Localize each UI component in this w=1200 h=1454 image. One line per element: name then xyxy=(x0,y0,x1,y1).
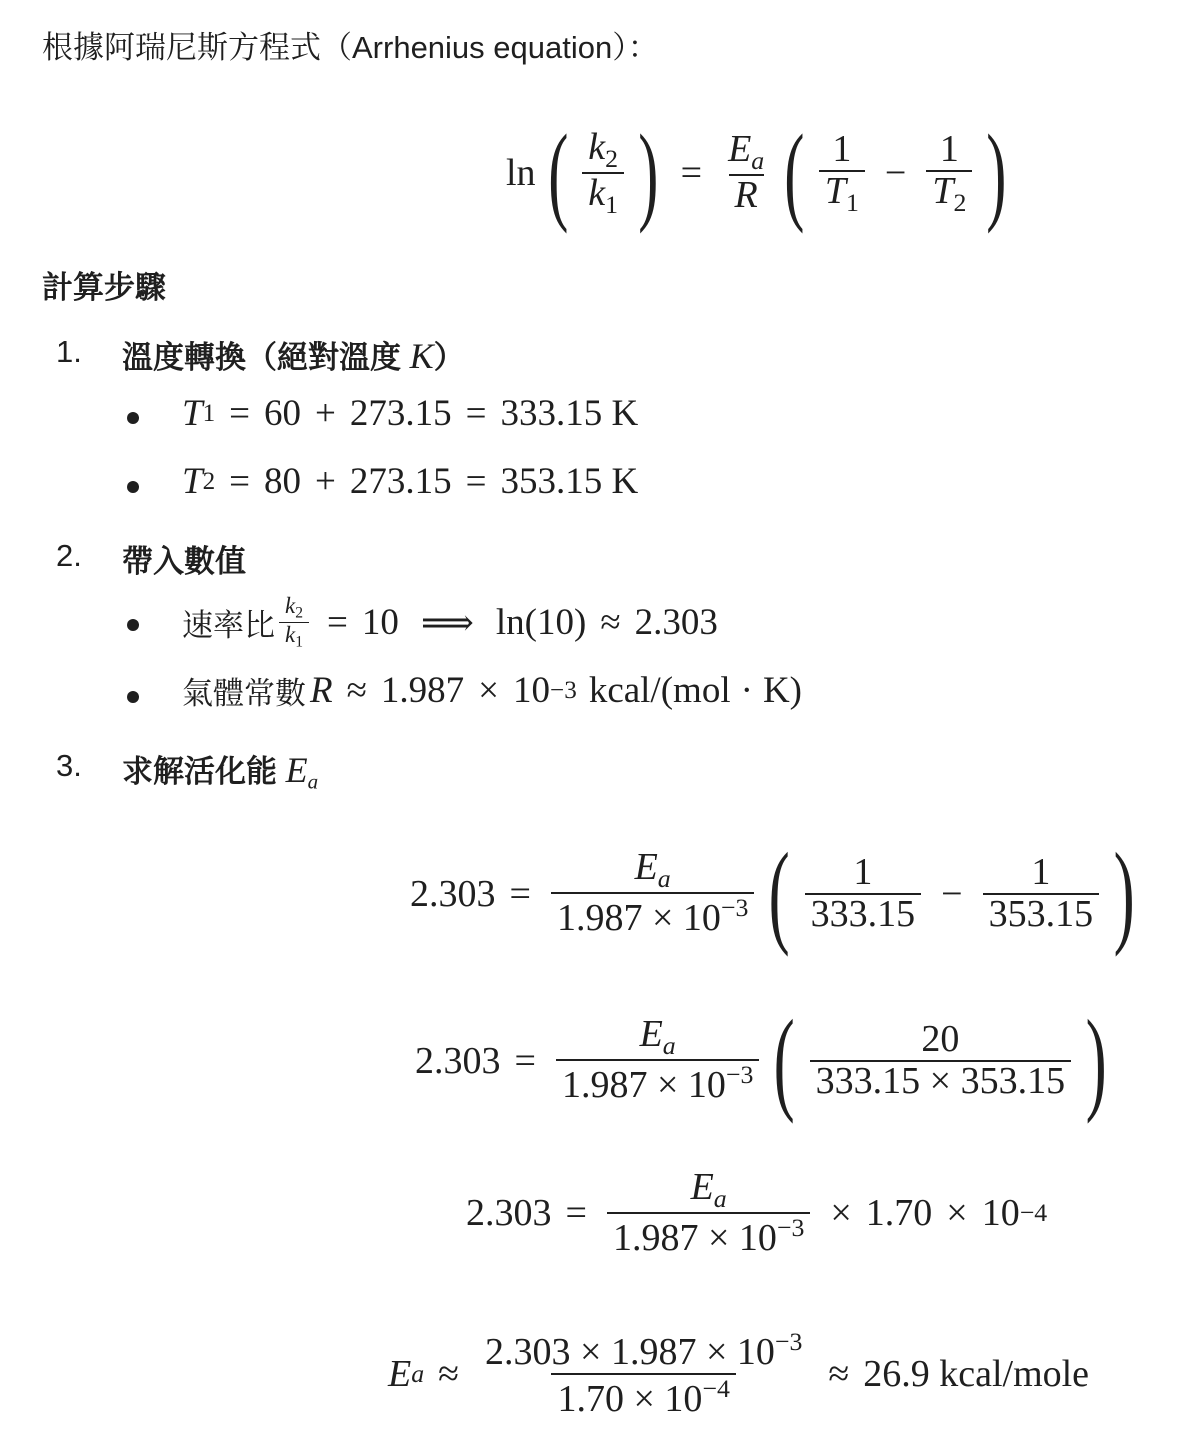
bullet xyxy=(127,481,139,493)
gas-constant-line: 氣體常數 R ≈ 1.987 × 10 −3 kcal/(mol · K) xyxy=(182,670,802,711)
step-2-title: 帶入數值 xyxy=(122,544,246,579)
ea-over-r-fraction: $\frac{E_a}{R}$ xyxy=(728,128,765,216)
bullet xyxy=(127,619,139,631)
rate-ratio-line: 速率比 $\frac{k_2}{k_1}$ = 10 ⟹ ln(10) ≈ 2.303 xyxy=(182,593,718,651)
solve-equation-3: 2.303 = $\frac{E_a}{1.987 \times 10^{-3}}$ × 1.70 × 10 −4 xyxy=(466,1166,1048,1260)
step-1-title: 溫度轉換（絕對溫度 K） xyxy=(122,336,465,376)
ln-operator: ln xyxy=(506,152,536,194)
section-heading: 計算步驟 xyxy=(42,270,166,305)
step-1-number: 1. xyxy=(56,334,82,369)
inv-t1-fraction: $\frac{1}{T_1}$ xyxy=(819,130,865,216)
bullet xyxy=(127,412,139,424)
k-ratio-inline: $\frac{k_2}{k_1}$ xyxy=(279,594,309,651)
arrhenius-equation: ln ( $\frac{k_2}{k_1}$ ) = $\frac{E_a}{R}$ ( $\frac{1}{T_1}$ − $\frac{1}{T_2}$ ) xyxy=(506,112,1007,234)
step-2-number: 2. xyxy=(56,538,82,573)
final-result-equation: E a ≈ $\frac{2.303 \times 1.987 \times 10^{-3}}{1.70 \times 10^{-4}}$ ≈ 26.9 kcal/mole xyxy=(388,1327,1090,1421)
bullet xyxy=(127,691,139,703)
step-3-title: 求解活化能 $E_a$ xyxy=(122,750,319,794)
inv-t2-fraction: $\frac{1}{T_2}$ xyxy=(926,130,972,216)
final-value: 26.9 kcal/mole xyxy=(863,1353,1090,1396)
step-3-number: 3. xyxy=(56,748,82,783)
solve-equation-2: 2.303 = $\frac{E_a}{1.987 \times 10^{-3}}$ ( $\frac{20}{333.15 \times 353.15}$ ) xyxy=(415,997,1107,1124)
t1-conversion: T 1 = 60 + 273.15 = 333.15 K xyxy=(182,393,639,434)
solve-equation-1: 2.303 = $\frac{E_a}{1.987 \times 10^{-3}}$ ( $\frac{1}{333.15}$ − $\frac{1}{353.15}$ ) xyxy=(410,830,1135,957)
k-ratio-fraction: $\frac{k_2}{k_1}$ xyxy=(582,128,624,218)
t2-conversion: T 2 = 80 + 273.15 = 353.15 K xyxy=(182,461,639,502)
intro-text: 根據阿瑞尼斯方程式（Arrhenius equation）： xyxy=(42,30,659,65)
